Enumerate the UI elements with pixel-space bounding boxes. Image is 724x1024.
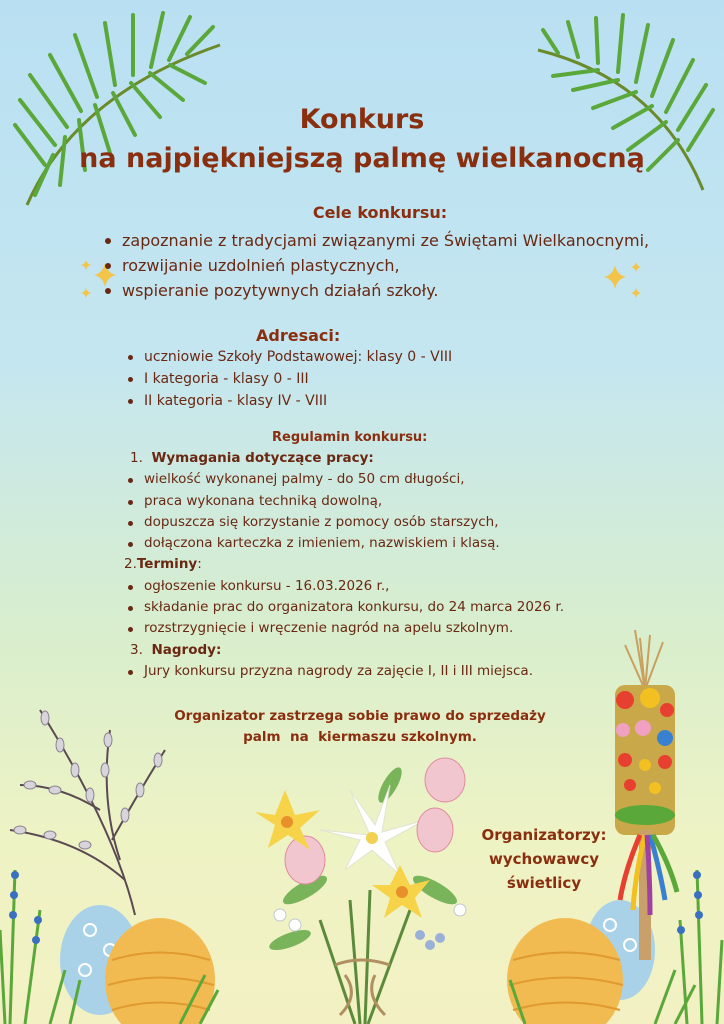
list-item: wielkość wykonanej palmy - do 50 cm długości, bbox=[124, 469, 564, 490]
list-item: uczniowie Szkoły Podstawowej: klasy 0 - VIII bbox=[124, 346, 452, 368]
list-item: rozstrzygnięcie i wręczenie nagród na apelu szkolnym. bbox=[124, 618, 564, 639]
section-number: 2. bbox=[124, 556, 137, 573]
list-item: zapoznanie z tradycjami związanymi ze Świętami Wielkanocnymi, bbox=[100, 228, 649, 253]
rules-section-2 bbox=[124, 554, 564, 575]
section-title: Nagrody: bbox=[151, 641, 222, 658]
rules-section-3 bbox=[124, 640, 564, 661]
organizers-line-1: Organizatorzy: bbox=[481, 826, 607, 844]
list-item: wspieranie pozytywnych działań szkoły. bbox=[100, 278, 649, 303]
list-item: dopuszcza się korzystanie z pomocy osób starszych, bbox=[124, 512, 564, 533]
organizers-line-3: świetlicy bbox=[506, 874, 582, 892]
section-colon: : bbox=[197, 556, 202, 573]
list-item: dołączona karteczka z imieniem, nazwiskiem i klasą. bbox=[124, 533, 564, 554]
rules-list bbox=[124, 448, 564, 682]
section-number: 1. bbox=[130, 450, 143, 466]
list-item: składanie prac do organizatora konkursu, do 24 marca 2026 r. bbox=[124, 597, 564, 618]
grass-icon bbox=[672, 850, 724, 1024]
rules-section-1 bbox=[124, 448, 564, 469]
rules-heading: Regulamin konkursu: bbox=[272, 430, 428, 445]
section-title: Wymagania dotyczące pracy: bbox=[151, 450, 374, 466]
goals-list bbox=[100, 228, 649, 303]
list-item: rozwijanie uzdolnień plastycznych, bbox=[100, 253, 649, 278]
title-line-2: na najpiękniejszą palmę wielkanocną bbox=[79, 143, 645, 174]
flower-bouquet-icon bbox=[250, 740, 495, 1024]
grass-icon bbox=[0, 850, 60, 1024]
list-item: ogłoszenie konkursu - 16.03.2026 r., bbox=[124, 576, 564, 597]
list-item: praca wykonana techniką dowolną, bbox=[124, 491, 564, 512]
list-item: Jury konkursu przyzna nagrody za zajęcie I, II i III miejsca. bbox=[124, 661, 564, 682]
organizers-line-2: wychowawcy bbox=[488, 850, 600, 868]
section-title: Terminy bbox=[136, 556, 198, 573]
page-title bbox=[0, 100, 724, 178]
easter-egg-icon bbox=[40, 890, 220, 1024]
list-item: II kategoria - klasy IV - VIII bbox=[124, 390, 452, 412]
organizer-note-line-1: Organizator zastrzega sobie prawo do sprzedaży bbox=[174, 708, 546, 724]
list-item: I kategoria - klasy 0 - III bbox=[124, 368, 452, 390]
section-number: 3. bbox=[130, 641, 143, 658]
goals-heading: Cele konkursu: bbox=[312, 203, 448, 222]
addressees-list bbox=[124, 346, 452, 412]
title-line-1: Konkurs bbox=[299, 104, 425, 135]
organizer-note-line-2: palm na kiermaszu szkolnym. bbox=[243, 729, 477, 745]
addressees-heading: Adresaci: bbox=[256, 326, 341, 345]
organizers-block bbox=[474, 823, 614, 895]
